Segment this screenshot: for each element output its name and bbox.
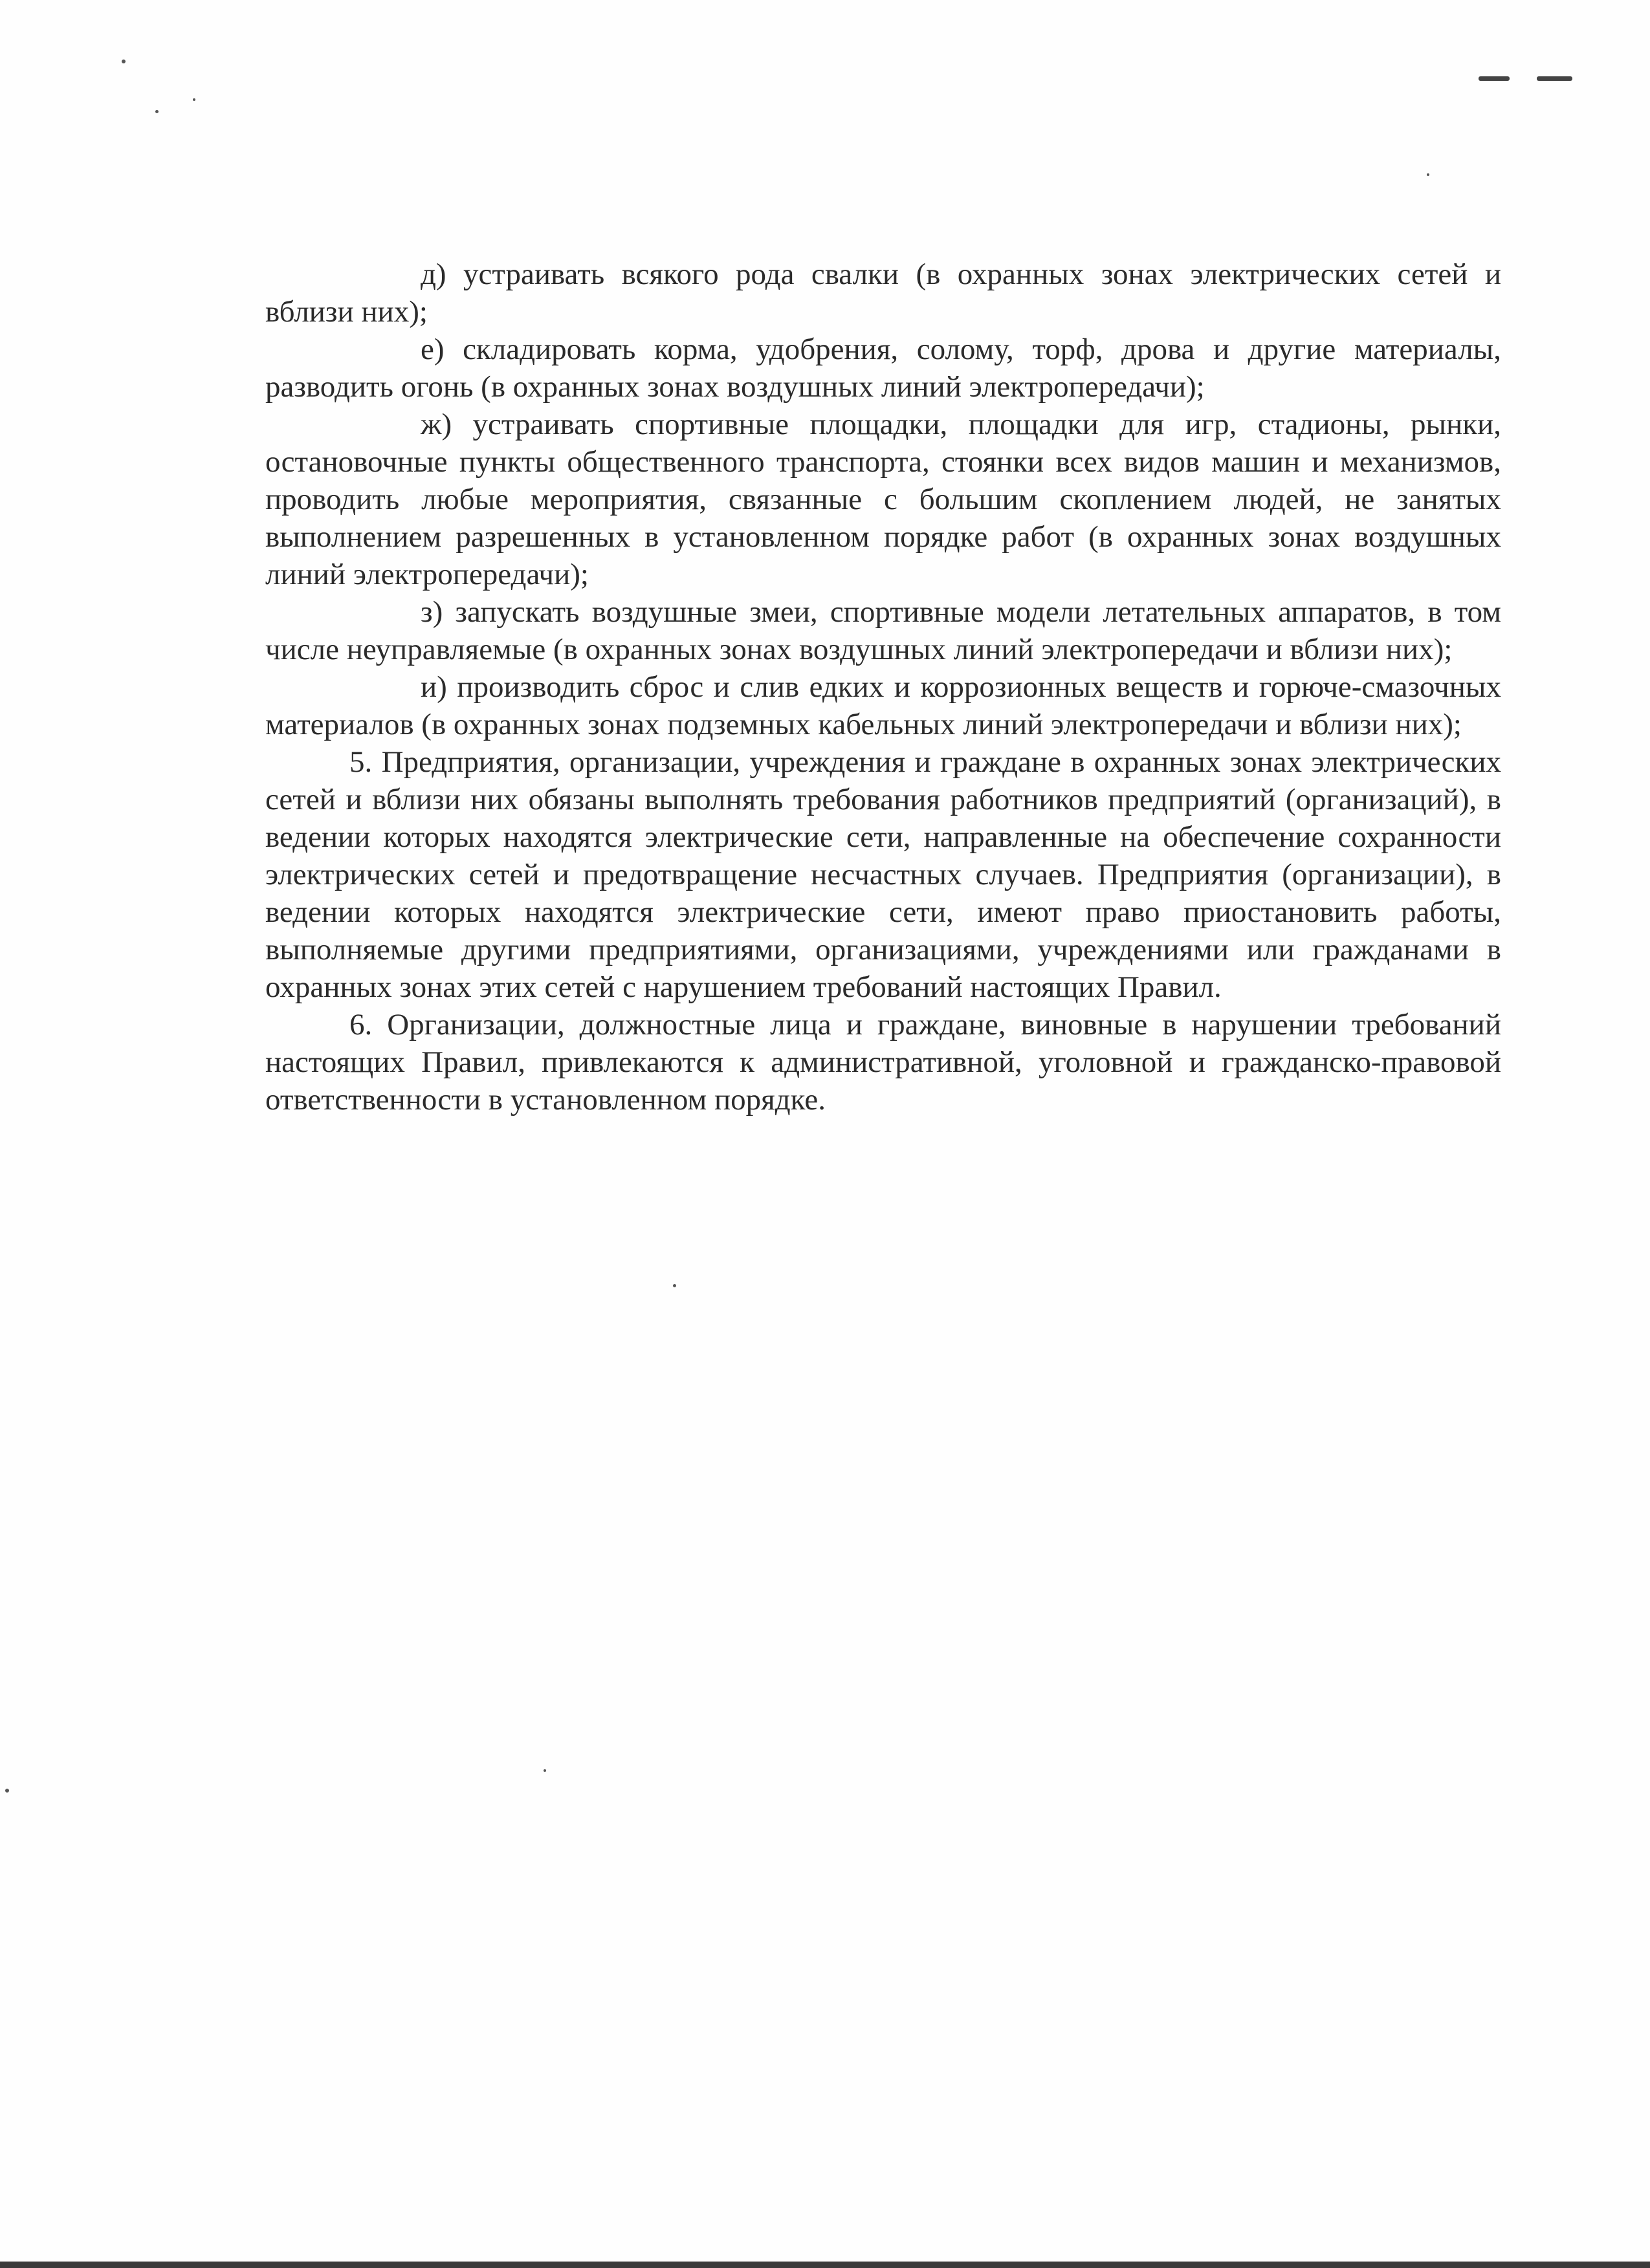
scan-mark-top-right — [1479, 76, 1510, 81]
document-body — [265, 256, 1501, 1118]
scan-speck — [5, 1789, 9, 1793]
scan-speck — [544, 1769, 546, 1772]
list-item-zh: ж) устраивать спортивные площадки, площадки для игр, стадионы, рынки, остановочные пункты общественного транспорта, стоянки всех видов машин и механизмов, проводить любые мероприятия, связанные с большим скоплением людей, не занятых выполнением разрешенных в установленном порядке работ (в охранных зонах воздушных линий электропередачи); — [265, 408, 1501, 591]
scan-speck — [122, 60, 126, 63]
scan-speck — [673, 1284, 676, 1287]
scan-speck — [193, 98, 195, 101]
list-item-i: и) производить сброс и слив едких и коррозионных веществ и горюче-смазочных материалов (в охранных зонах подземных кабельных линий электропередачи и вблизи них); — [265, 670, 1501, 741]
list-item-e: е) складировать корма, удобрения, солому, торф, дрова и другие материалы, разводить огонь (в охранных зонах воздушных линий электропередачи); — [265, 333, 1501, 404]
scan-mark-top-right-2 — [1537, 76, 1572, 81]
list-item-z: з) запускать воздушные змеи, спортивные модели летательных аппаратов, в том числе неуправляемые (в охранных зонах воздушных линий электропередачи и вблизи них); — [265, 595, 1501, 666]
paragraph-5: 5. Предприятия, организации, учреждения и граждане в охранных зонах электрических сетей и вблизи них обязаны выполнять требования работников предприятий (организаций), в ведении которых находятся электрические сети, направленные на обеспечение сохранности электрических сетей и предотвращение несчастных случаев. Предприятия (организации), в ведении которых находятся электрические сети, имеют право приостановить работы, выполняемые другими предприятиями, организациями, учреждениями или гражданами в охранных зонах этих сетей с нарушением требований настоящих Правил. — [265, 745, 1501, 1004]
list-item-d: д) устраивать всякого рода свалки (в охранных зонах электрических сетей и вблизи них); — [265, 257, 1501, 329]
paragraph-6: 6. Организации, должностные лица и граждане, виновные в нарушении требований настоящих Правил, привлекаются к административной, уголовной и гражданско-правовой ответственности в установленном порядке. — [265, 1008, 1501, 1117]
scan-speck — [1427, 173, 1429, 176]
scan-speck — [155, 110, 159, 113]
scan-bottom-edge — [0, 2262, 1650, 2268]
